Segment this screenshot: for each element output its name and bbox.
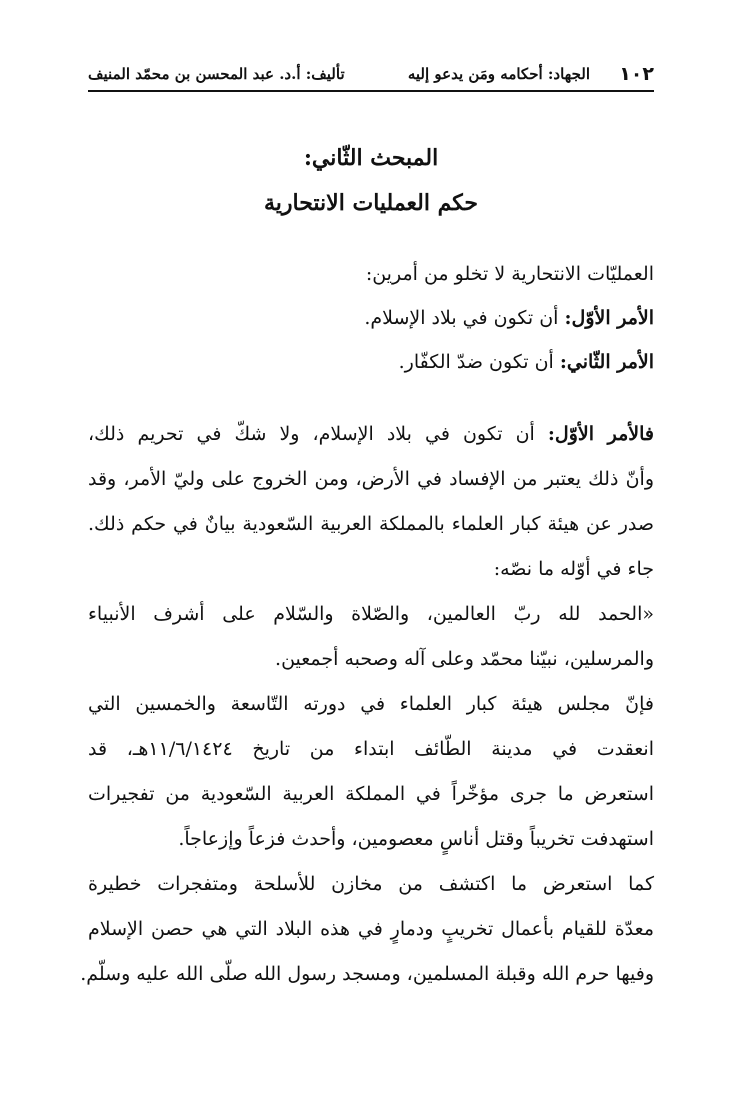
paragraph-1-line-2: وأنّ ذلك يعتبر من الإفساد في الأرض، ومن الخروج على وليّ الأمر، وقد — [88, 468, 654, 490]
author-name: تأليف: أ.د. عبد المحسن بن محمّد المنيف — [88, 65, 345, 83]
quote-3-line-1: كما استعرض ما اكتشف من مخازن للأسلحة ومتفجرات خطيرة — [88, 873, 654, 895]
section-title: حكم العمليات الانتحارية — [263, 190, 479, 216]
quote-1-line-2: والمرسلين، نبيّنا محمّد وعلى آله وصحبه أجمعين. — [275, 648, 654, 670]
paragraph-2-line-1: جاء في أوّله ما نصّه: — [493, 558, 654, 580]
page-number: ١٠٢ — [619, 63, 654, 85]
intro-item-2-label: الأمر الثّاني: — [559, 351, 654, 373]
quote-2-line-1: فإنّ مجلس هيئة كبار العلماء في دورته التّاسعة والخمسين التي — [88, 693, 654, 715]
quote-2-line-3: استعرض ما جرى مؤخّراً في المملكة العربية السّعودية من تفجيرات — [88, 783, 654, 805]
quote-3-line-3: وفيها حرم الله وقبلة المسلمين، ومسجد رسول الله صلّى الله عليه وسلّم. — [80, 963, 654, 985]
intro-item-2-text: أن تكون ضدّ الكفّار. — [398, 351, 560, 373]
paragraph-1-label: فالأمر الأوّل: — [547, 423, 655, 445]
intro-item-2 — [399, 346, 654, 378]
intro-line: العمليّات الانتحارية لا تخلو من أمرين: — [365, 263, 654, 285]
quote-2-line-2: انعقدت في مدينة الطّائف ابتداء من تاريخ ١١/٦/١٤٢٤هـ، قد — [88, 738, 654, 760]
paragraph-1-line-3: صدر عن هيئة كبار العلماء بالمملكة العربية السّعودية بيانٌ في حكم ذلك. — [88, 513, 654, 535]
intro-item-1 — [364, 302, 654, 334]
quote-1-line-1: «الحمد لله ربّ العالمين، والصّلاة والسّلام على أشرف الأنبياء — [88, 603, 654, 625]
intro-item-1-label: الأمر الأوّل: — [564, 307, 654, 329]
book-title: الجهاد: أحكامه ومَن يدعو إليه — [407, 65, 590, 83]
quote-3-line-2: معدّة للقيام بأعمال تخريبٍ ودمارٍ في هذه البلاد التي هي حصن الإسلام — [88, 918, 654, 940]
quote-2-line-4: استهدفت تخريباً وقتل أناسٍ معصومين، وأحدث فزعاً وإزعاجاً. — [178, 828, 654, 850]
paragraph-1-line-1-text: أن تكون في بلاد الإسلام، ولا شكّ في تحريم ذلك، — [88, 423, 548, 445]
intro-item-1-text: أن تكون في بلاد الإسلام. — [364, 307, 565, 329]
running-header — [88, 60, 654, 92]
section-heading: المبحث الثّاني: — [303, 145, 439, 171]
paragraph-1-line-1 — [88, 418, 654, 450]
